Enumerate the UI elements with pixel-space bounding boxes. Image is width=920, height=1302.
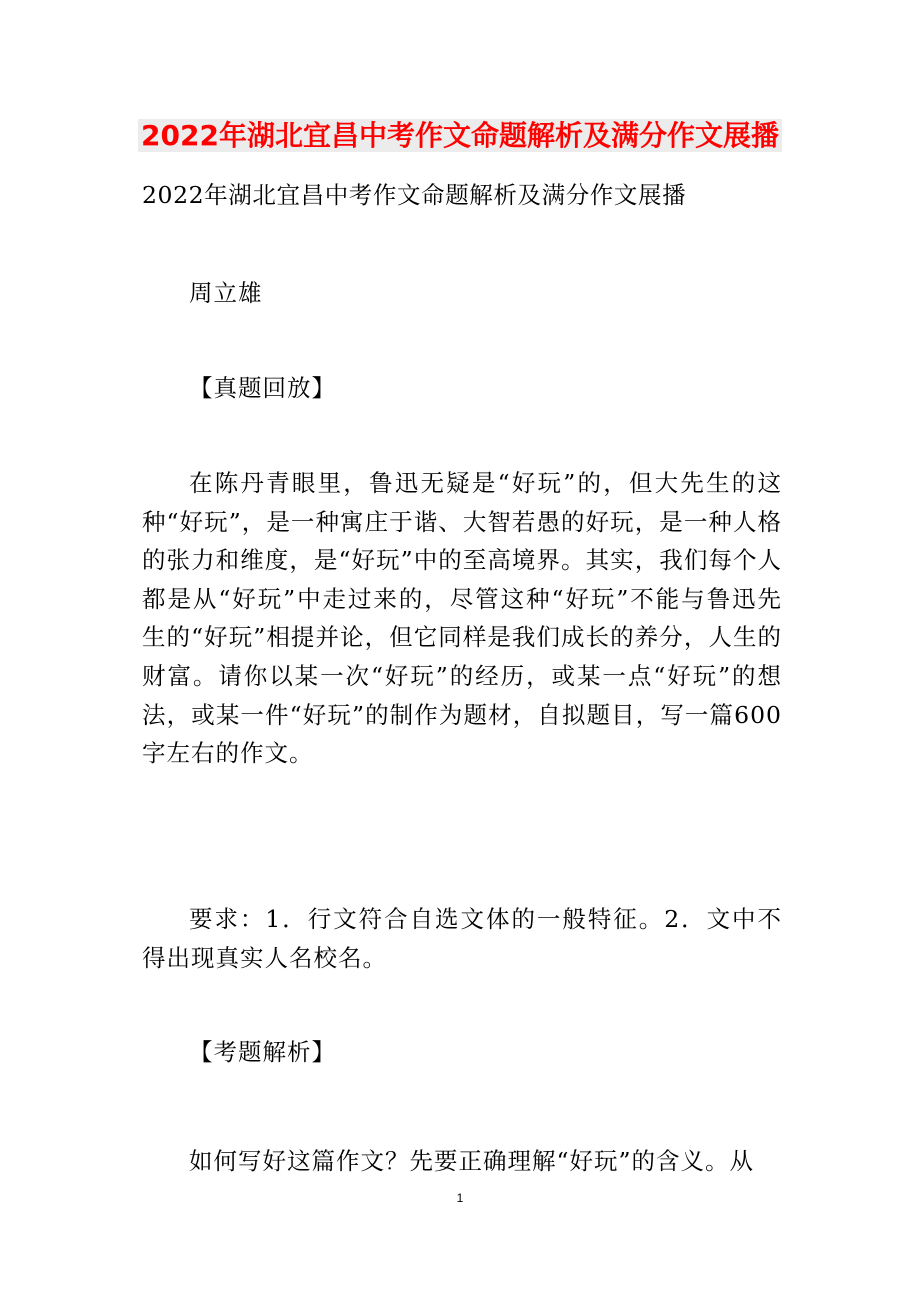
exam-question-paragraph: 在陈丹青眼里，鲁迅无疑是“好玩”的，但大先生的这种“好玩”，是一种寓庄于谐、大智若愚的好玩，是一种人格的张力和维度，是“好玩”中的至高境界。其实，我们每个人都是从“好玩”中走过来的，尽管这种“好玩”不能与鲁迅先生的“好玩”相提并论，但它同样是我们成长的养分，人生的财富。请你以某一次“好玩”的经历，或某一点“好玩”的想法，或某一件“好玩”的制作为题材，自拟题目，写一篇600字左右的作文。 xyxy=(142,469,782,768)
analysis-paragraph: 如何写好这篇作文？先要正确理解“好玩”的含义。从 xyxy=(189,1147,755,1175)
section-heading-analysis: 【考题解析】 xyxy=(189,1038,336,1066)
section-heading-exam-question: 【真题回放】 xyxy=(189,374,336,402)
author-name: 周立雄 xyxy=(189,279,263,307)
page-number: 1 xyxy=(456,1191,464,1205)
document-title xyxy=(0,114,920,158)
document-title-text: 2022年湖北宜昌中考作文命题解析及满分作文展播 xyxy=(138,119,782,152)
requirements-paragraph: 要求：1．行文符合自选文体的一般特征。2．文中不得出现真实人名校名。 xyxy=(142,905,782,972)
document-subtitle: 2022年湖北宜昌中考作文命题解析及满分作文展播 xyxy=(142,181,687,209)
